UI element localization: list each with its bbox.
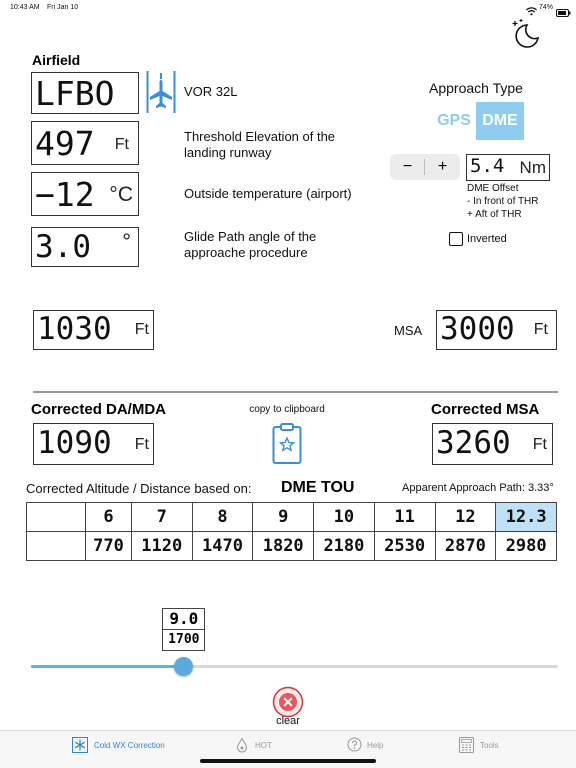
wifi-icon (526, 3, 537, 12)
battery-percent: 74% (539, 4, 554, 11)
tab-label: Help (367, 741, 384, 750)
copy-to-clipboard-label: copy to clipboard (249, 404, 325, 415)
altitude-row (27, 532, 557, 561)
battery-icon (556, 4, 571, 12)
table-reference: DME TOU (281, 479, 355, 496)
status-time: 10:43 AM (10, 4, 40, 11)
airfield-code-field[interactable] (31, 72, 139, 114)
inverted-checkbox[interactable] (449, 232, 463, 246)
corrected-msa-label: Corrected MSA (431, 401, 540, 418)
calculator-icon (459, 737, 474, 753)
threshold-elevation-unit: Ft (114, 136, 129, 153)
glide-path-field[interactable] (31, 227, 139, 267)
distance-cell[interactable]: 10 (314, 503, 375, 532)
distance-slider-thumb[interactable] (174, 657, 193, 676)
msa-field[interactable] (436, 310, 557, 350)
distance-slider-track[interactable] (31, 665, 558, 668)
approach-type-label: Approach Type (429, 80, 523, 96)
altitude-cell: 770 (86, 532, 132, 561)
dme-offset-title: DME Offset (467, 183, 519, 194)
section-divider (33, 391, 558, 393)
clipboard-icon[interactable] (272, 423, 302, 465)
question-icon (347, 737, 362, 752)
msa-unit: Ft (533, 321, 548, 338)
corrected-da-mda-field (33, 423, 154, 465)
corrected-da-mda-value: 1090 (37, 425, 112, 461)
tab-cold-wx-correction[interactable] (72, 737, 172, 757)
distance-cell[interactable]: 12 (435, 503, 496, 532)
airfield-label: Airfield (32, 52, 81, 68)
altitude-cell: 1470 (192, 532, 253, 561)
glide-path-desc: Glide Path angle of the approache procedure (184, 229, 317, 260)
msa-value: 3000 (440, 311, 515, 347)
dme-offset-front: - In front of THR (467, 196, 539, 207)
altitude-cell: 1820 (253, 532, 314, 561)
snowflake-icon (72, 737, 88, 753)
corrected-msa-value: 3260 (436, 425, 511, 461)
glide-path-value: 3.0 (35, 229, 91, 265)
stepper-minus-button[interactable]: − (402, 158, 413, 175)
corrected-msa-field (432, 423, 553, 465)
tab-label: Tools (480, 741, 499, 750)
stepper-plus-button[interactable]: + (437, 158, 448, 175)
distance-cell[interactable]: 8 (192, 503, 253, 532)
tab-label: Cold WX Correction (94, 741, 165, 750)
distance-row (27, 503, 557, 532)
airfield-code-value: LFBO (35, 74, 115, 113)
corrected-msa-unit: Ft (532, 436, 547, 453)
runway-label: VOR 32L (184, 84, 238, 99)
temperature-value: −12 (35, 175, 95, 214)
table-caption: Corrected Altitude / Distance based on: (26, 481, 252, 496)
dme-offset-stepper (390, 154, 460, 180)
slider-altitude: 1700 (162, 630, 205, 651)
status-date: Fri Jan 10 (47, 4, 79, 11)
clear-label: clear (276, 715, 300, 727)
altitude-distance-table (26, 502, 557, 561)
distance-cell[interactable]: 7 (131, 503, 192, 532)
threshold-elevation-desc: Threshold Elevation of the landing runway (184, 129, 336, 160)
temperature-desc: Outside temperature (airport) (184, 186, 352, 201)
drop-icon (236, 737, 248, 753)
clear-icon[interactable] (272, 686, 304, 718)
distance-cell[interactable]: 9 (253, 503, 314, 532)
msa-label: MSA (394, 323, 423, 338)
distance-cell[interactable]: 6 (86, 503, 132, 532)
home-indicator (200, 759, 376, 763)
distance-cell[interactable]: 11 (374, 503, 435, 532)
tab-hot[interactable] (236, 737, 286, 757)
distance-slider-fill (31, 665, 184, 668)
dme-offset-aft: + Aft of THR (467, 209, 522, 220)
altitude-cell: 2870 (435, 532, 496, 561)
approach-option-gps[interactable]: GPS (437, 112, 471, 129)
glide-path-unit: ° (122, 229, 131, 254)
altitude-cell: 2980 (496, 532, 557, 561)
dme-offset-value: 5.4 (470, 155, 505, 177)
slider-value-tooltip (162, 608, 205, 651)
temperature-field[interactable] (31, 172, 139, 216)
approach-option-dme[interactable]: DME (476, 102, 524, 140)
table-corner (27, 503, 86, 532)
altitude-cell: 1120 (131, 532, 192, 561)
temperature-unit: °C (109, 183, 133, 206)
threshold-elevation-field[interactable] (31, 121, 139, 165)
altitude-cell: 2180 (314, 532, 375, 561)
altitude-cell: 2530 (374, 532, 435, 561)
corrected-da-mda-unit: Ft (134, 436, 149, 453)
dme-offset-field[interactable] (466, 154, 550, 181)
runway-picker-button[interactable] (146, 70, 176, 114)
corrected-da-mda-label: Corrected DA/MDA (31, 401, 167, 418)
apparent-approach-path: Apparent Approach Path: 3.33° (402, 482, 554, 494)
da-mda-value: 1030 (37, 311, 112, 347)
tab-tools[interactable] (459, 737, 509, 757)
tab-help[interactable] (347, 737, 397, 757)
dme-offset-desc (467, 182, 539, 221)
inverted-label: Inverted (467, 233, 507, 245)
threshold-elevation-value: 497 (35, 124, 95, 163)
table-corner (27, 532, 86, 561)
night-mode-icon[interactable] (508, 18, 540, 48)
da-mda-unit: Ft (134, 321, 149, 338)
da-mda-field[interactable] (33, 310, 154, 350)
slider-distance: 9.0 (162, 608, 205, 630)
dme-offset-unit: Nm (519, 158, 546, 177)
tab-label: HOT (255, 741, 272, 750)
distance-cell-highlighted[interactable]: 12.3 (496, 503, 557, 532)
